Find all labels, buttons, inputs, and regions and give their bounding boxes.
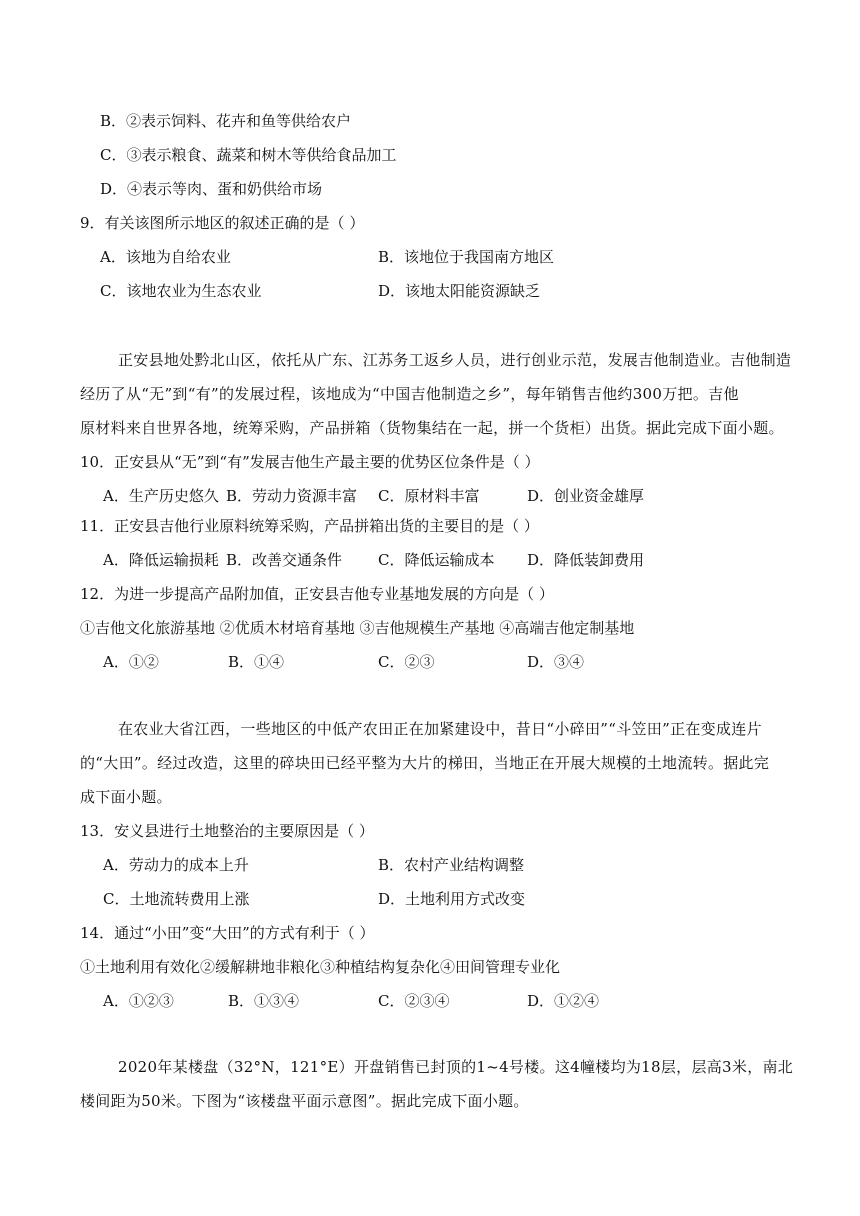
q9-stem: 9．有关该图所示地区的叙述正确的是（ ） xyxy=(80,214,365,232)
q12-items: ①吉他文化旅游基地 ②优质木材培育基地 ③吉他规模生产基地 ④高端吉他定制基地 xyxy=(80,619,635,637)
q14-option-d: D．①②④ xyxy=(527,992,600,1010)
passage3-line1: 2020年某楼盘（32°N，121°E）开盘销售已封顶的1~4号楼。这4幢楼均为18层，层高3米，南北 xyxy=(118,1058,794,1076)
q10-option-d: D．创业资金雄厚 xyxy=(527,487,645,505)
passage2-line1: 在农业大省江西，一些地区的中低产农田正在加紧建设中，昔日“小碎田”“斗笠田”正在变成连片 xyxy=(118,720,762,738)
passage1-line3: 原材料来自世界各地，统筹采购，产品拼箱（货物集结在一起，拼一个货柜）出货。据此完成下面小题。 xyxy=(80,419,784,437)
passage1-line2: 经历了从“无”到“有”的发展过程，该地成为“中国吉他制造之乡”，每年销售吉他约300万把。吉他 xyxy=(80,385,739,403)
q12-option-b: B．①④ xyxy=(228,653,285,671)
q14-stem: 14．通过“小田”变“大田”的方式有利于（ ） xyxy=(80,924,375,942)
passage3-line2: 楼间距为50米。下图为“该楼盘平面示意图”。据此完成下面小题。 xyxy=(80,1092,529,1110)
q11-option-a: A．降低运输损耗 xyxy=(103,551,219,569)
q10-stem: 10．正安县从“无”到“有”发展吉他生产最主要的优势区位条件是（ ） xyxy=(80,453,540,471)
q12-stem: 12．为进一步提高产品附加值，正安县吉他专业基地发展的方向是（ ） xyxy=(80,585,554,603)
passage2-line2: 的“大田”。经过改造，这里的碎块田已经平整为大片的梯田，当地正在开展大规模的土地流转。据此完 xyxy=(80,754,770,772)
q12-option-a: A．①② xyxy=(103,653,159,671)
q14-items: ①土地利用有效化②缓解耕地非粮化③种植结构复杂化④田间管理专业化 xyxy=(80,958,561,976)
q8-option-d: D．④表示等肉、蛋和奶供给市场 xyxy=(100,180,323,198)
q10-option-c: C．原材料丰富 xyxy=(378,487,480,505)
q11-option-c: C．降低运输成本 xyxy=(378,551,495,569)
q9-option-c: C．该地农业为生态农业 xyxy=(100,282,262,300)
q10-option-a: A．生产历史悠久 xyxy=(103,487,219,505)
q14-option-a: A．①②③ xyxy=(103,992,174,1010)
q9-option-b: B．该地位于我国南方地区 xyxy=(378,248,555,266)
q9-option-d: D．该地太阳能资源缺乏 xyxy=(378,282,541,300)
q14-option-b: B．①③④ xyxy=(228,992,300,1010)
q13-stem: 13．安义县进行土地整治的主要原因是（ ） xyxy=(80,822,374,840)
q9-option-a: A．该地为自给农业 xyxy=(100,248,231,266)
q11-stem: 11．正安县吉他行业原料统筹采购，产品拼箱出货的主要目的是（ ） xyxy=(80,517,539,535)
q12-option-c: C．②③ xyxy=(378,653,435,671)
q11-option-b: B．改善交通条件 xyxy=(226,551,343,569)
q13-option-d: D．土地利用方式改变 xyxy=(378,890,526,908)
q10-option-b: B．劳动力资源丰富 xyxy=(226,487,358,505)
q12-option-d: D．③④ xyxy=(527,653,585,671)
passage2-line3: 成下面小题。 xyxy=(80,788,172,806)
q13-option-b: B．农村产业结构调整 xyxy=(378,856,525,874)
q13-option-a: A．劳动力的成本上升 xyxy=(103,856,249,874)
q8-option-c: C．③表示粮食、蔬菜和树木等供给食品加工 xyxy=(100,146,397,164)
passage1-line1: 正安县地处黔北山区，依托从广东、江苏务工返乡人员，进行创业示范，发展吉他制造业。吉他制造 xyxy=(118,351,792,369)
q13-option-c: C．土地流转费用上涨 xyxy=(103,890,250,908)
q14-option-c: C．②③④ xyxy=(378,992,450,1010)
q8-option-b: B．②表示饲料、花卉和鱼等供给农户 xyxy=(100,112,352,130)
q11-option-d: D．降低装卸费用 xyxy=(527,551,645,569)
